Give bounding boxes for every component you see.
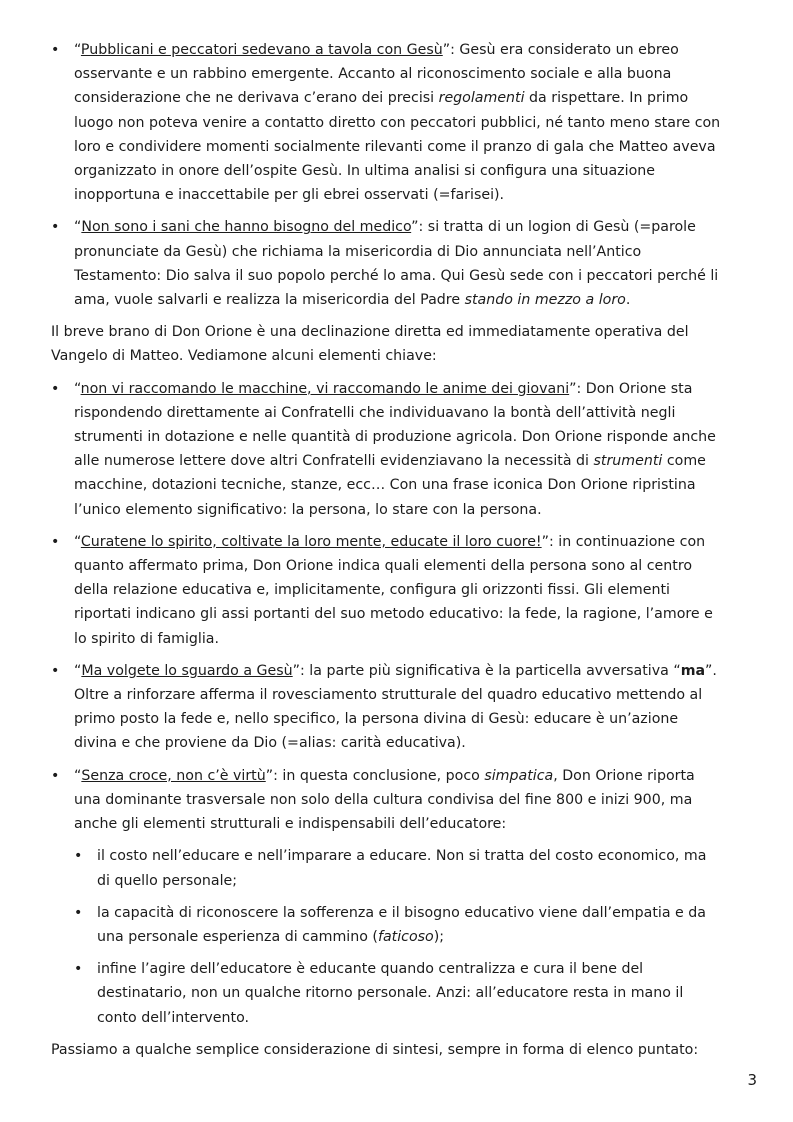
quote-text: Pubblicani e peccatori sedevano a tavola con Gesù [80,42,443,58]
paragraph: Passiamo a qualche semplice considerazione di sintesi, sempre in forma di elenco puntato: [51,1041,699,1058]
list-item: • “Pubblicani e peccatori sedevano a tavola con Gesù”: Gesù era considerato un ebreo osservante e un rabbino emergente. Accanto al riconoscimento sociale e alla buona considerazione che ne derivava c’erano dei precisi regolamenti da rispettare. In primo luogo non poteva venire a contatto diretto con peccatori pubblici, né tanto meno stare con loro e condividere momenti socialmente rilevanti come il pranzo di gala che Matteo aveva organizzato in onore dell’ospite Gesù. In ultima analisi si configura una situazione inopportuna e inaccettabile per gli ebrei osservati (=farisei). [51,38,721,207]
quote-text: Curatene lo spirito, coltivate la loro mente, educate il loro cuore! [80,533,542,550]
list-item: • “Senza croce, non c’è virtù”: in questa conclusione, poco simpatica, Don Orione riporta una dominante trasversale non solo della cultura condivisa del fine 800 e inizi 900, ma anche gli elementi strutturali e indispensabili dell’educatore: • il costo nell’educare e nell’imparare a educare. Non si tratta del costo economico, ma di quello personale; • la capacità di riconoscere la sofferenza e il bisogno educativo viene dall’empatia e da una personale esperienza di cammino (faticoso); • infine l’agire dell’educatore è educante quando centralizza e cura il bene del destinatario, non un qualche ritorno personale. Anzi: all’educatore resta in mano il conto dell’intervento. [51,764,721,1030]
list-item: • “Ma volgete lo sguardo a Gesù”: la parte più significativa è la particella avversativa “ma”. Oltre a rinforzare afferma il rovesciamento strutturale del quadro educativo mettendo al primo posto la fede e, nello specifico, la persona divina di Gesù: educare è un’azione divina e che proviene da Dio (=alias: carità educativa). [51,659,721,756]
list-item: • “Curatene lo spirito, coltivate la loro mente, educate il loro cuore!”: in continuazione con quanto affermato prima, Don Orione indica quali elementi della persona sono al centro della relazione educativa e, implicitamente, configura gli orizzonti fissi. Gli elementi riportati indicano gli assi portanti del suo metodo educativo: la fede, la ragione, l’amore e lo spirito di famiglia. [51,530,721,651]
sub-list-item: • infine l’agire dell’educatore è educante quando centralizza e cura il bene del destinatario, non un qualche ritorno personale. Anzi: all’educatore resta in mano il conto dell’intervento. [74,957,721,1030]
nested-bullet-list [74,844,721,1029]
quote-text: Senza croce, non c’è virtù [81,767,266,784]
paragraph: Il breve brano di Don Orione è una declinazione diretta ed immediatamente operativa del Vangelo di Matteo. Vediamone alcuni elementi chiave: [51,324,689,365]
quote-text: Ma volgete lo sguardo a Gesù [81,662,293,679]
quote-text: Non sono i sani che hanno bisogno del medico [81,219,412,236]
document-body [51,38,721,1070]
quote-text: non vi raccomando le macchine, vi raccomando le anime dei giovani [80,380,570,397]
sub-list-item: • il costo nell’educare e nell’imparare a educare. Non si tratta del costo economico, ma di quello personale; [74,844,721,892]
page-number: 3 [747,1071,757,1089]
gospel-bullet-list [51,38,721,312]
list-item: • “Non sono i sani che hanno bisogno del medico”: si tratta di un logion di Gesù (=parole pronunciate da Gesù) che richiama la misericordia di Dio annunciata nell’Antico Testamento: Dio salva il suo popolo perché lo ama. Qui Gesù sede con i peccatori perché li ama, vuole salvarli e realizza la misericordia del Padre stando in mezzo a loro. [51,215,721,312]
list-item: • “non vi raccomando le macchine, vi raccomando le anime dei giovani”: Don Orione sta rispondendo direttamente ai Confratelli che individuavano la bontà dell’attività negli strumenti in dotazione e nelle quantità di produzione agricola. Don Orione risponde anche alle numerose lettere dove altri Confratelli evidenziavano la necessità di strumenti come macchine, dotazioni tecniche, stanze, ecc… Con una frase iconica Don Orione ripristina l’unico elemento significativo: la persona, lo stare con la persona. [51,377,721,522]
orione-bullet-list [51,377,721,1030]
sub-list-item: • la capacità di riconoscere la sofferenza e il bisogno educativo viene dall’empatia e da una personale esperienza di cammino (faticoso); [74,901,721,949]
